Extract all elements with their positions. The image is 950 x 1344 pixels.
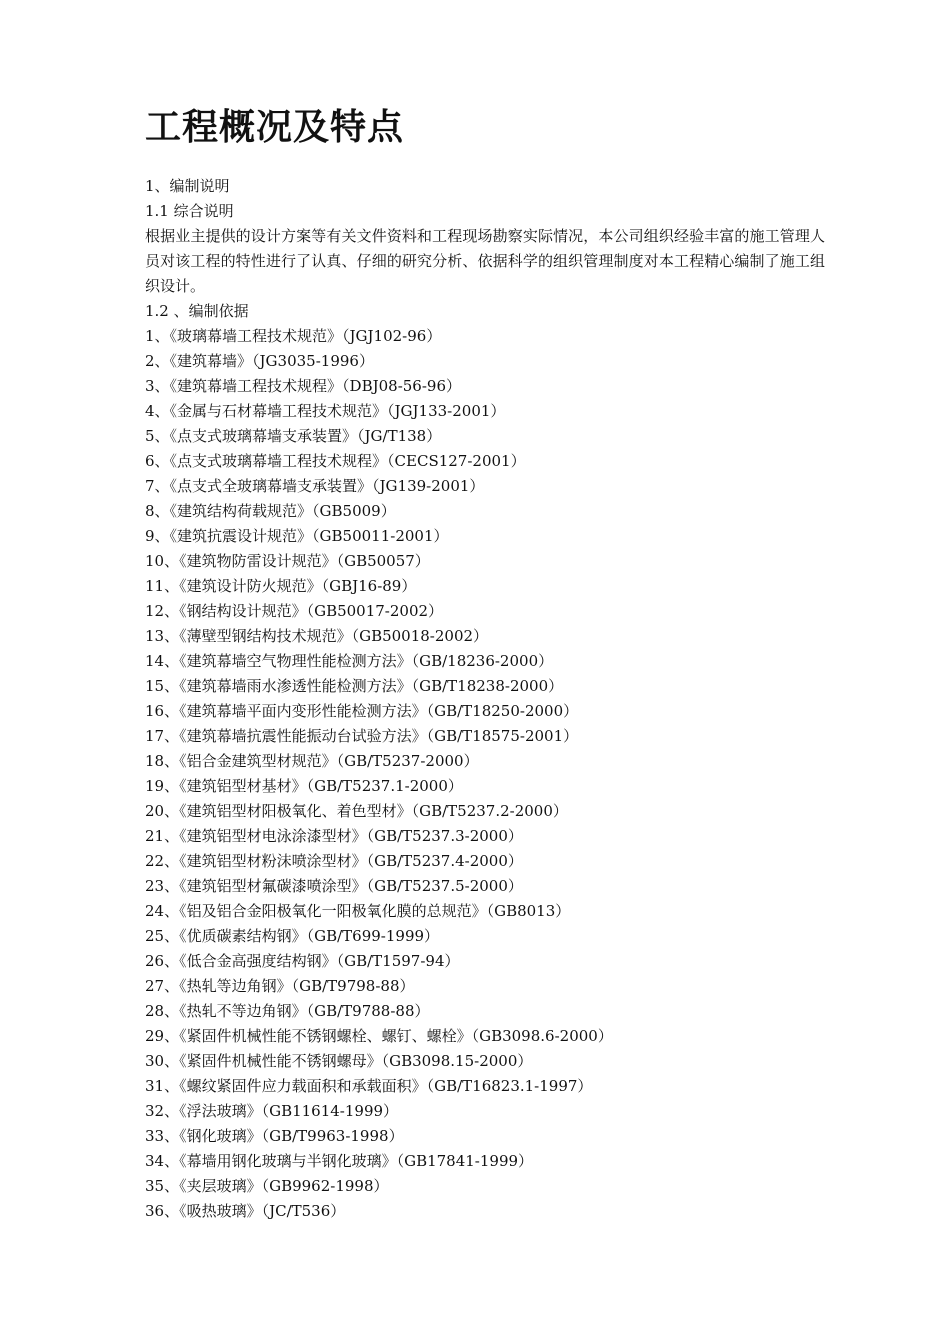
reference-item: 12、《钢结构设计规范》（GB50017-2002） — [145, 602, 444, 620]
page-title: 工程概况及特点 — [145, 106, 405, 148]
reference-item: 14、《建筑幕墙空气物理性能检测方法》（GB/18236-2000） — [145, 652, 554, 670]
reference-item: 19、《建筑铝型材基材》（GB/T5237.1-2000） — [145, 777, 463, 795]
reference-item: 16、《建筑幕墙平面内变形性能检测方法》（GB/T18250-2000） — [145, 702, 579, 720]
reference-item: 22、《建筑铝型材粉沫喷涂型材》（GB/T5237.4-2000） — [145, 852, 523, 870]
reference-item: 36、《吸热玻璃》（JC/T536） — [145, 1202, 346, 1220]
reference-item: 31、《螺纹紧固件应力载面积和承载面积》（GB/T16823.1-1997） — [145, 1077, 593, 1095]
reference-item: 33、《钢化玻璃》（GB/T9963-1998） — [145, 1127, 404, 1145]
reference-item: 6、《点支式玻璃幕墙工程技术规程》（CECS127-2001） — [145, 452, 526, 470]
reference-item: 8、《建筑结构荷载规范》（GB5009） — [145, 502, 396, 520]
reference-item: 27、《热轧等边角钢》（GB/T9798-88） — [145, 977, 415, 995]
reference-item: 32、《浮法玻璃》（GB11614-1999） — [145, 1102, 399, 1120]
reference-item: 28、《热轧不等边角钢》（GB/T9788-88） — [145, 1002, 430, 1020]
overview-paragraph: 根据业主提供的设计方案等有关文件资料和工程现场勘察实际情况，本公司组织经验丰富的施工管理人员对该工程的特性进行了认真、仔细的研究分析、依据科学的组织管理制度对本工程精心编制了施工组织设计。 — [145, 227, 825, 295]
reference-item: 15、《建筑幕墙雨水渗透性能检测方法》（GB/T18238-2000） — [145, 677, 564, 695]
reference-item: 21、《建筑铝型材电泳涂漆型材》（GB/T5237.3-2000） — [145, 827, 523, 845]
reference-item: 1、《玻璃幕墙工程技术规范》（JGJ102-96） — [145, 327, 442, 345]
reference-item: 17、《建筑幕墙抗震性能振动台试验方法》（GB/T18575-2001） — [145, 727, 579, 745]
reference-item: 2、《建筑幕墙》（JG3035-1996） — [145, 352, 374, 370]
reference-item: 23、《建筑铝型材氟碳漆喷涂型》（GB/T5237.5-2000） — [145, 877, 523, 895]
document-body — [145, 174, 825, 1224]
reference-item: 29、《紧固件机械性能不锈钢螺栓、螺钉、螺栓》（GB3098.6-2000） — [145, 1027, 613, 1045]
reference-item: 20、《建筑铝型材阳极氧化、着色型材》（GB/T5237.2-2000） — [145, 802, 568, 820]
reference-item: 34、《幕墙用钢化玻璃与半钢化玻璃》（GB17841-1999） — [145, 1152, 534, 1170]
reference-item: 25、《优质碳素结构钢》（GB/T699-1999） — [145, 927, 440, 945]
reference-item: 30、《紧固件机械性能不锈钢螺母》（GB3098.15-2000） — [145, 1052, 533, 1070]
reference-item: 13、《薄壁型钢结构技术规范》（GB50018-2002） — [145, 627, 489, 645]
subsection-heading: 1.2 、编制依据 — [145, 302, 249, 320]
reference-item: 4、《金属与石材幕墙工程技术规范》（JGJ133-2001） — [145, 402, 506, 420]
reference-item: 24、《铝及铝合金阳极氧化一阳极氧化膜的总规范》（GB8013） — [145, 902, 571, 920]
reference-item: 7、《点支式全玻璃幕墙支承装置》（JG139-2001） — [145, 477, 485, 495]
section-heading: 1、编制说明 — [145, 177, 230, 195]
reference-item: 10、《建筑物防雷设计规范》（GB50057） — [145, 552, 430, 570]
reference-item: 3、《建筑幕墙工程技术规程》（DBJ08-56-96） — [145, 377, 462, 395]
reference-item: 9、《建筑抗震设计规范》（GB50011-2001） — [145, 527, 449, 545]
reference-item: 11、《建筑设计防火规范》（GBJ16-89） — [145, 577, 417, 595]
reference-list — [145, 324, 825, 1224]
reference-item: 5、《点支式玻璃幕墙支承装置》（JG/T138） — [145, 427, 442, 445]
reference-item: 35、《夹层玻璃》（GB9962-1998） — [145, 1177, 389, 1195]
reference-item: 26、《低合金高强度结构钢》（GB/T1597-94） — [145, 952, 460, 970]
reference-item: 18、《铝合金建筑型材规范》（GB/T5237-2000） — [145, 752, 479, 770]
subsection-heading: 1.1 综合说明 — [145, 202, 234, 220]
